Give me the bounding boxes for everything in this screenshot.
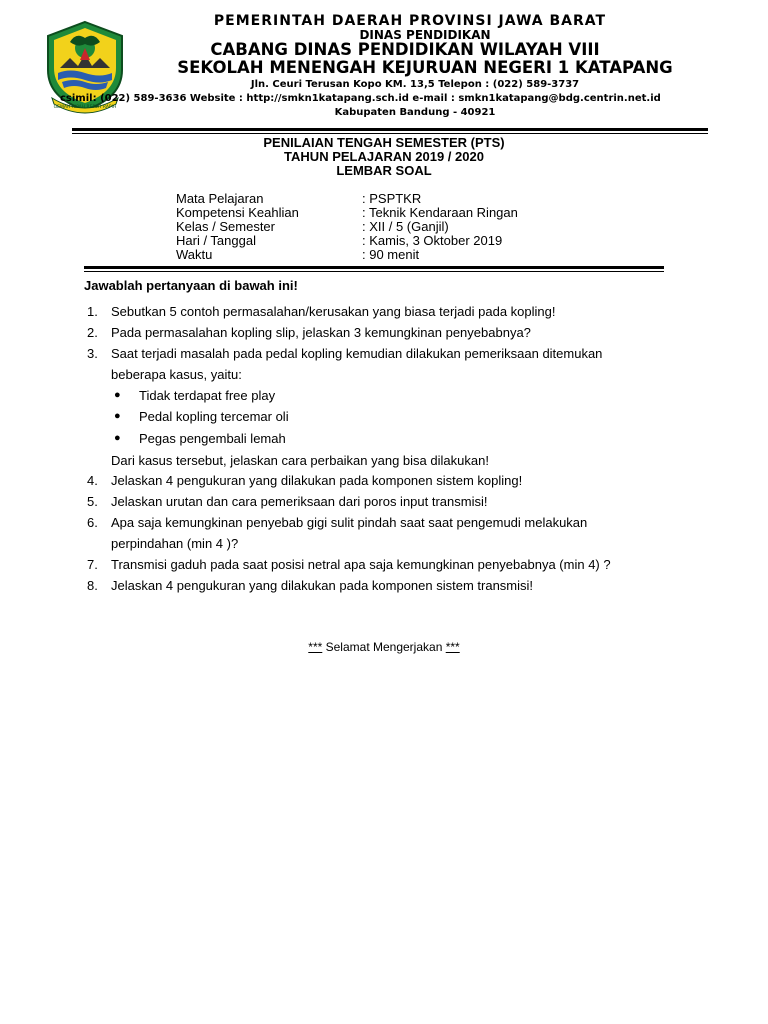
letterhead-divider: [72, 128, 708, 131]
letterhead-divider-thin: [72, 133, 708, 134]
question-number: 7.: [87, 557, 98, 572]
letterhead-department: DINAS PENDIDIKAN: [359, 28, 491, 42]
info-label: Kelas / Semester: [176, 219, 275, 234]
question-number: 5.: [87, 494, 98, 509]
letterhead-city: Kabupaten Bandung - 40921: [334, 107, 496, 118]
bullet-text: Tidak terdapat free play: [139, 388, 276, 403]
exam-title-line2: TAHUN PELAJARAN 2019 / 2020: [284, 149, 484, 164]
closing-stars-left: ***: [308, 640, 323, 654]
info-label: Mata Pelajaran: [176, 191, 264, 206]
exam-title-line1: PENILAIAN TENGAH SEMESTER (PTS): [263, 135, 505, 150]
question-number: 1.: [87, 304, 98, 319]
exam-title-line3: LEMBAR SOAL: [336, 163, 432, 178]
question-text: Jelaskan 4 pengukuran yang dilakukan pada komponen sistem kopling!: [111, 473, 523, 488]
question-text: beberapa kasus, yaitu:: [111, 367, 242, 382]
info-label: Waktu: [176, 247, 213, 262]
question-text: Dari kasus tersebut, jelaskan cara perbaikan yang bisa dilakukan!: [111, 453, 489, 468]
bullet-dot-icon: ●: [114, 432, 121, 444]
info-value: : 90 menit: [362, 247, 420, 262]
question-text: perpindahan (min 4 )?: [111, 536, 239, 551]
letterhead-contact: csimil: (022) 589-3636 Website : http://smkn1katapang.sch.id e-mail : smkn1katapang@bdg.centrin.net.id: [60, 93, 661, 104]
letterhead-school-name: SEKOLAH MENENGAH KEJURUAN NEGERI 1 KATAPANG: [177, 57, 673, 77]
info-value: : PSPTKR: [362, 191, 422, 206]
bullet-dot-icon: ●: [114, 410, 121, 422]
logo-motto: GEMAH RIPAH REPEH RAPIH: [53, 105, 117, 110]
question-number: 2.: [87, 325, 98, 340]
closing-stars-right: ***: [445, 640, 460, 654]
info-value: : Kamis, 3 Oktober 2019: [362, 233, 503, 248]
question-text: Saat terjadi masalah pada pedal kopling kemudian dilakukan pemeriksaan ditemukan: [111, 346, 603, 361]
question-text: Sebutkan 5 contoh permasalahan/kerusakan yang biasa terjadi pada kopling!: [111, 304, 556, 319]
letterhead-address: Jln. Ceuri Terusan Kopo KM. 13,5 Telepon : (022) 589-3737: [250, 79, 580, 90]
section-divider-thin: [84, 271, 664, 272]
question-text: Apa saja kemungkinan penyebab gigi sulit pindah saat saat pengemudi melakukan: [111, 515, 588, 530]
question-number: 8.: [87, 578, 98, 593]
question-number: 6.: [87, 515, 98, 530]
info-value: : Teknik Kendaraan Ringan: [362, 205, 518, 220]
bullet-text: Pegas pengembali lemah: [139, 431, 286, 446]
instruction-heading: Jawablah pertanyaan di bawah ini!: [84, 278, 298, 293]
question-text: Transmisi gaduh pada saat posisi netral apa saja kemungkinan penyebabnya (min 4) ?: [111, 557, 611, 572]
closing-message: [0, 640, 768, 654]
section-divider: [84, 266, 664, 269]
info-label: Hari / Tanggal: [176, 233, 256, 248]
info-value: : XII / 5 (Ganjil): [362, 219, 449, 234]
question-number: 4.: [87, 473, 98, 488]
bullet-text: Pedal kopling tercemar oli: [139, 409, 289, 424]
question-text: Pada permasalahan kopling slip, jelaskan 3 kemungkinan penyebabnya?: [111, 325, 531, 340]
question-text: Jelaskan 4 pengukuran yang dilakukan pada komponen sistem transmisi!: [111, 578, 534, 593]
info-label: Kompetensi Keahlian: [176, 205, 299, 220]
letterhead-branch-office: CABANG DINAS PENDIDIKAN WILAYAH VIII: [210, 40, 600, 59]
exam-title: [0, 136, 768, 178]
bullet-dot-icon: ●: [114, 389, 121, 401]
question-number: 3.: [87, 346, 98, 361]
question-text: Jelaskan urutan dan cara pemeriksaan dari poros input transmisi!: [111, 494, 488, 509]
closing-text: Selamat Mengerjakan: [322, 640, 446, 654]
letterhead-government: PEMERINTAH DAERAH PROVINSI JAWA BARAT: [213, 13, 607, 29]
